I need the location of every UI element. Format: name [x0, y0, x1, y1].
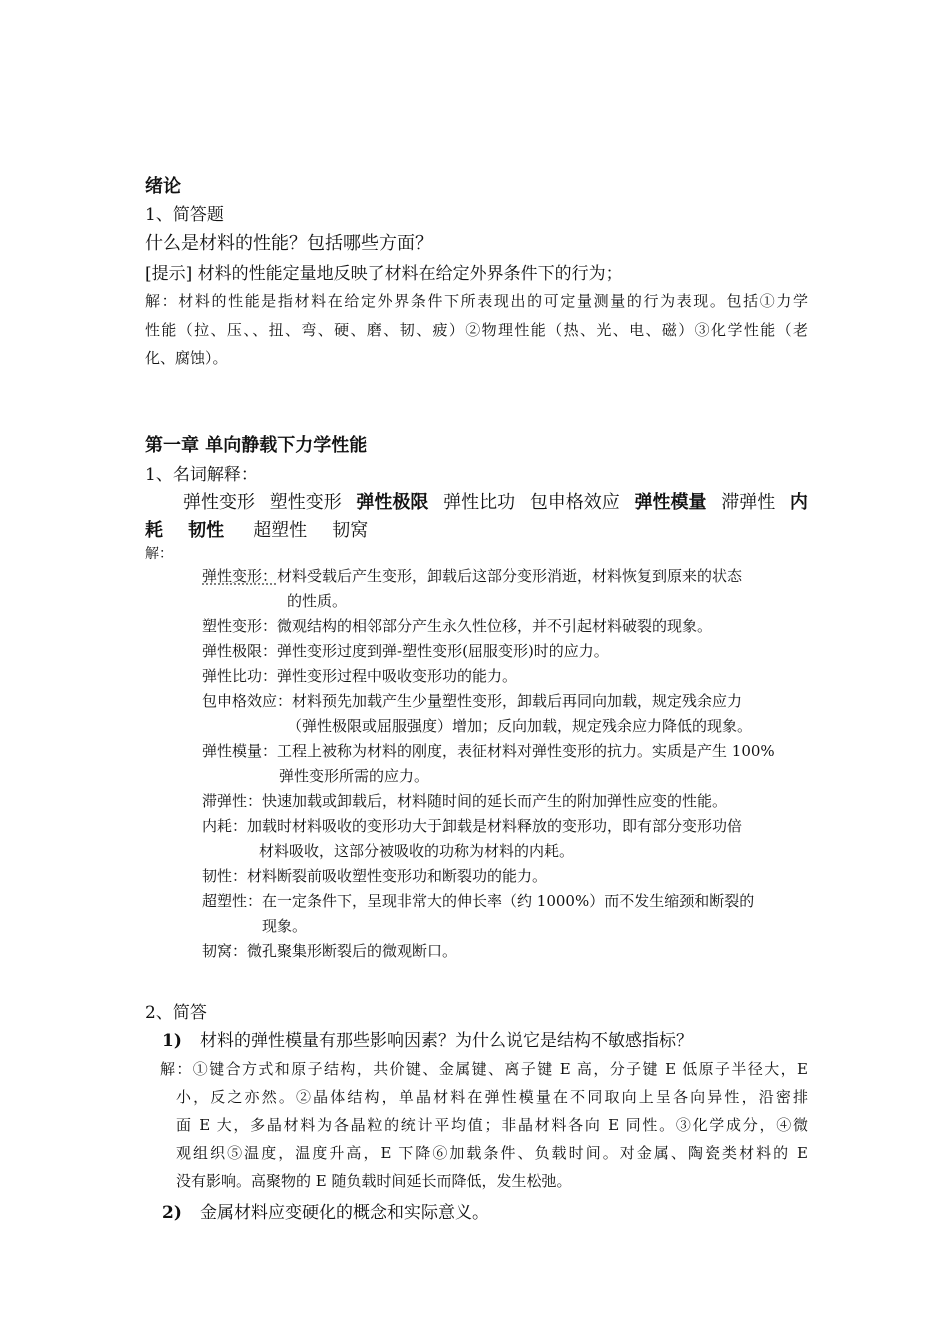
term: 韧性 — [188, 520, 225, 541]
definition-item — [202, 640, 609, 661]
answer-line: 面 E 大，多晶材料为各晶粒的统计平均值；非晶材料各向 E 同性。③化学成分，④微 — [176, 1116, 808, 1134]
terms-line — [183, 488, 808, 514]
definition-item — [202, 665, 517, 686]
term: 弹性模量 — [634, 492, 707, 513]
answer-line: 化、腐蚀）。 — [145, 349, 228, 367]
definition-text: 在一定条件下，呈现非常大的伸长率（约 1000%）而不发生缩颈和断裂的 — [262, 892, 755, 910]
definition-item — [202, 565, 742, 586]
definition-term: 内耗： — [202, 817, 248, 835]
definition-text: 微孔聚集形断裂后的微观断口。 — [247, 942, 458, 960]
definition-term: 弹性模量： — [202, 742, 278, 760]
definition-text: 快速加载或卸载后，材料随时间的延长而产生的附加弹性应变的性能。 — [262, 792, 728, 810]
definition-item — [202, 790, 727, 811]
definition-text: （弹性极限或屈服强度）增加；反向加载，规定残余应力降低的现象。 — [287, 717, 753, 735]
definition-text: 工程上被称为材料的刚度，表征材料对弹性变形的抗力。实质是产生 100% — [277, 742, 775, 760]
definition-item — [202, 815, 742, 836]
chapter-heading: 第一章 单向静载下力学性能 — [145, 435, 368, 456]
definition-item — [202, 615, 712, 636]
answer-line: 解：①键合方式和原子结构，共价键、金属键、离子键 E 高，分子键 E 低原子半径大，E — [160, 1060, 808, 1078]
term: 耗 — [145, 520, 163, 541]
definition-term: 滞弹性： — [202, 792, 263, 810]
term: 包申格效应 — [529, 492, 620, 513]
definition-term: 弹性极限： — [202, 642, 278, 660]
definition-text: 材料受载后产生变形，卸载后这部分变形消逝，材料恢复到原来的状态 — [277, 567, 743, 585]
answer-line: 没有影响。高聚物的 E 随负载时间延长而降低，发生松弛。 — [176, 1172, 572, 1190]
term: 滞弹性 — [721, 492, 776, 513]
sub-question — [162, 1026, 693, 1051]
question-number: 1、名词解释： — [145, 465, 258, 485]
definition-text: 弹性变形所需的应力。 — [279, 767, 430, 785]
question-number: 2、简答 — [145, 1003, 207, 1023]
answer-line: 小，反之亦然。②晶体结构，单晶材料在弹性模量在不同取向上呈各向异性，沿密排 — [176, 1088, 808, 1106]
answer-label: 解： — [145, 546, 173, 562]
sub-question-text: 材料的弹性模量有那些影响因素？为什么说它是结构不敏感指标？ — [200, 1031, 693, 1051]
definition-item — [202, 890, 754, 911]
question-text: 什么是材料的性能？包括哪些方面？ — [145, 233, 433, 254]
term: 超塑性 — [253, 520, 308, 541]
term: 弹性变形 — [183, 492, 255, 513]
answer-line: 观组织⑤温度，温度升高，E 下降⑥加载条件、负载时间。对金属、陶瓷类材料的 E — [176, 1144, 808, 1162]
definition-term: 塑性变形： — [202, 617, 278, 635]
sub-question-number: 1) — [162, 1031, 182, 1051]
term: 塑性变形 — [269, 492, 342, 513]
definition-text: 微观结构的相邻部分产生永久性位移，并不引起材料破裂的现象。 — [277, 617, 713, 635]
definition-term: 韧窝： — [202, 942, 248, 960]
answer-line: 性能（拉、压、、扭、弯、硬、磨、韧、疲）②物理性能（热、光、电、磁）③化学性能（老 — [145, 321, 808, 339]
question-number: 1、简答题 — [145, 205, 224, 225]
definition-text: 材料断裂前吸收塑性变形功和断裂功的能力。 — [247, 867, 548, 885]
answer-line: 解：材料的性能是指材料在给定外界条件下所表现出的可定量测量的行为表现。包括①力学 — [145, 292, 808, 310]
definition-term: 弹性比功： — [202, 667, 278, 685]
sub-question-text: 金属材料应变硬化的概念和实际意义。 — [200, 1203, 489, 1223]
definition-text: 加载时材料吸收的变形功大于卸载是材料释放的变形功，即有部分变形功倍 — [247, 817, 743, 835]
term: 弹性极限 — [356, 492, 429, 513]
sub-question-number: 2) — [162, 1203, 182, 1223]
sub-question — [162, 1198, 489, 1223]
definition-item — [202, 690, 742, 711]
term: 韧窝 — [332, 520, 369, 541]
definition-text: 弹性变形过度到弹-塑性变形(屈服变形)时的应力。 — [277, 642, 609, 660]
hint-text: [提示] 材料的性能定量地反映了材料在给定外界条件下的行为； — [145, 264, 623, 284]
definition-text: 材料吸收，这部分被吸收的功称为材料的内耗。 — [259, 842, 575, 860]
definition-item — [202, 940, 457, 961]
definition-term: 弹性变形： — [202, 567, 278, 585]
definition-text: 材料预先加载产生少量塑性变形，卸载后再同向加载，规定残余应力 — [292, 692, 743, 710]
definition-item — [202, 740, 775, 761]
definition-text: 的性质。 — [287, 592, 348, 610]
definition-term: 韧性： — [202, 867, 248, 885]
terms-line — [145, 516, 382, 542]
definition-term: 超塑性： — [202, 892, 263, 910]
definition-term: 包申格效应： — [202, 692, 293, 710]
term: 内 — [789, 492, 808, 513]
definition-text: 现象。 — [262, 917, 308, 935]
definition-item — [202, 865, 547, 886]
definition-text: 弹性变形过程中吸收变形功的能力。 — [277, 667, 518, 685]
section-heading-intro: 绪论 — [145, 176, 181, 197]
term: 弹性比功 — [443, 492, 516, 513]
